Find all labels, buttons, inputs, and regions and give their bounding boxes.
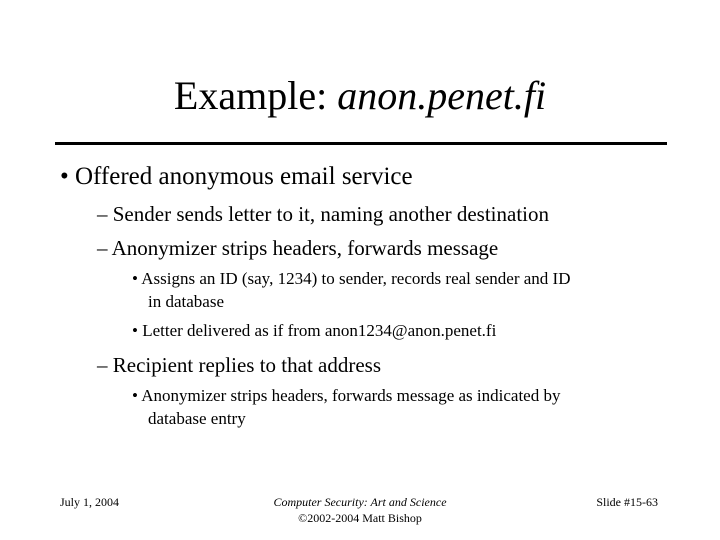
subsubbullet-letter-delivered: • Letter delivered as if from anon1234@anon.penet.fi [132, 321, 497, 340]
footer-copyright: ©2002-2004 Matt Bishop [298, 511, 422, 525]
footer-slide-number: Slide #15-63 [596, 495, 658, 509]
title-prefix: Example: [173, 73, 328, 118]
subsubbullet-assigns-id-cont: in database [148, 292, 224, 311]
subbullet-sender-sends: – Sender sends letter to it, naming another destination [97, 202, 549, 226]
subsubbullet-anonymizer-forwards-cont: database entry [148, 409, 246, 428]
title-divider [55, 142, 667, 145]
slide-title [0, 70, 720, 122]
subbullet-anonymizer-strips: – Anonymizer strips headers, forwards message [97, 236, 499, 260]
title-host: anon.penet.fi [337, 73, 547, 118]
subsubbullet-assigns-id: • Assigns an ID (say, 1234) to sender, records real sender and ID [132, 269, 571, 288]
subsubbullet-anonymizer-forwards: • Anonymizer strips headers, forwards message as indicated by [132, 386, 561, 405]
subbullet-recipient-replies: – Recipient replies to that address [97, 353, 382, 377]
footer-book-title: Computer Security: Art and Science [273, 495, 447, 509]
footer-date: July 1, 2004 [60, 495, 120, 509]
footer-credit [210, 494, 510, 526]
bullet-offered-service: • Offered anonymous email service [60, 163, 413, 190]
